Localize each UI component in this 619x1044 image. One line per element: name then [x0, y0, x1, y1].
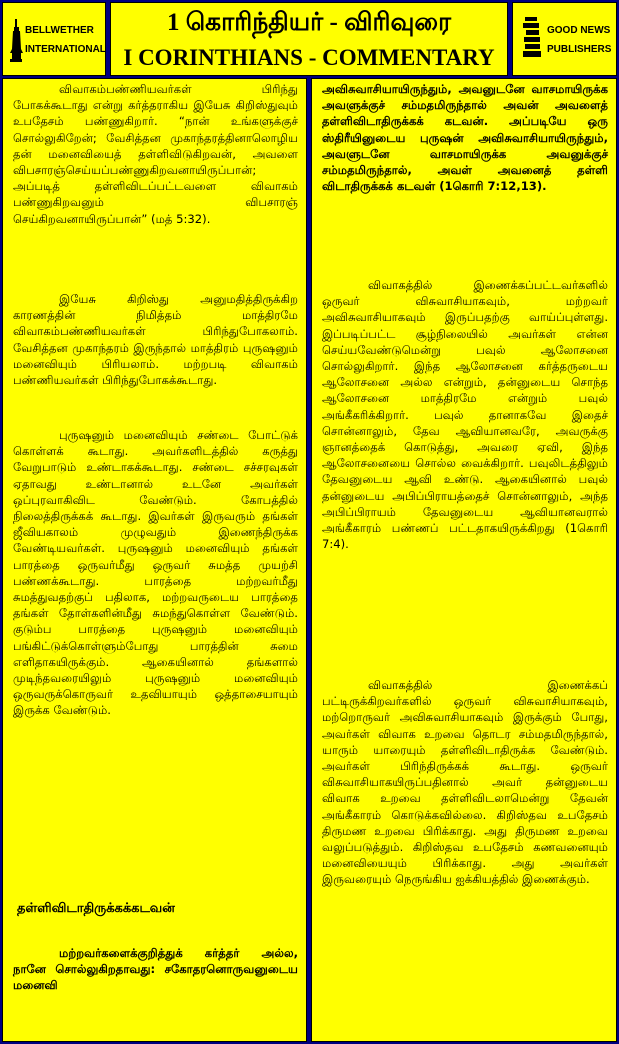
- section-heading: தள்ளிவிடாதிருக்கக்கடவன்: [17, 901, 175, 916]
- left-paragraph-2: இயேசு கிறிஸ்து அனுமதித்திருக்கிற காரணத்தின் நிமித்தம் மாத்திரமே விவாகம்பண்ணியவர்கள் பிரிந்துபோகலாம். வேசித்தன முகாந்தரம் இருந்தால் மாத்திரம் புருஷனும் மனைவியும் பிரியலாம். மற்றபடி விவாகம் பண்ணியவர்கள் பிரிந்துபோகக்கூடாது.: [13, 292, 298, 388]
- left-logo-line1: BELLWETHER: [25, 25, 94, 36]
- right-logo-line1: GOOD NEWS: [547, 25, 611, 36]
- bellwether-logo: [2, 2, 106, 76]
- left-paragraph-4: மற்றவர்களைக்குறித்துக் கர்த்தர் அல்ல, நானே சொல்லுகிறதாவது: சகோதரனொருவனுடைய மனைவி: [13, 946, 298, 993]
- title-tamil: 1 கொரிந்தியர் - விரிவுரை: [166, 9, 452, 36]
- left-logo-line2: INTERNATIONAL: [25, 44, 106, 55]
- left-paragraph-1: விவாகம்பண்ணியவர்கள் பிரிந்து போகக்கூடாது என்று கர்த்தராகிய இயேசு கிறிஸ்துவும் உபதேசம் பண்ணுகிறார். “நான் உங்களுக்குச் சொல்லுகிறேன்; வேசித்தன முகாந்தரத்தினாலொழிய தன் மனைவியைத் தள்ளிவிடுகிறவன், அவளை விபசாரஞ்செய்யப்பண்ணுகிறவனாயிருப்பான்; அப்படித் தள்ளிவிடப்பட்டவளை விவாகம் பண்ணுகிறவனும் விபசாரஞ் செய்கிறவனாயிருப்பான்” (மத் 5:32).: [13, 82, 298, 226]
- bellwether-logo-graphic: [9, 13, 101, 67]
- bell-icon: [10, 19, 23, 62]
- title-banner: [110, 2, 508, 76]
- right-logo-line2: PUBLISHERS: [547, 44, 612, 55]
- right-column: [311, 78, 617, 1042]
- title-english: I CORINTHIANS - COMMENTARY: [123, 45, 495, 70]
- book-stack-icon: [523, 17, 543, 61]
- left-paragraph-3: புருஷனும் மனைவியும் சண்டை போட்டுக் கொள்ளக் கூடாது. அவர்களிடத்தில் கருத்து வேறுபாடும் உண்டாகக்கூடாது. சண்டை சச்சரவுகள் ஏதாவது உண்டானால் உடனே அவர்கள் ஒப்புரவாகிவிட வேண்டும். கோபத்தில் நிலைத்திருக்கக் கூடாது. இவர்கள் இருவரும் தங்கள் ஜீவியகாலம் முழுவதும் இணைந்திருக்க வேண்டியவர்கள். புருஷனும் மனைவியும் தங்கள் பாரத்தை ஒருவர்மீது ஒருவர் சுமத்த முயற்சி பண்ணக்கூடாது. பாரத்தை மற்றவர்மீது சுமத்துவதற்குப் பதிலாக, மற்றவருடைய பாரத்தை தங்கள் தோள்களின்மீது சுமந்துகொள்ள வேண்டும். குடும்ப பாரத்தை புருஷனும் மனைவியும் பங்கிட்டுக்கொள்ளும்போது பாரத்தின் சுமை எளிதாகயிருக்கும். ஆகையினால் தங்களால் முடிந்தவரையிலும் புருஷனும் மனைவியும் ஒருவருக்கொருவர் உதவியாயும் ஒத்தாசையாயும் இருக்க வேண்டும்.: [13, 428, 298, 718]
- right-paragraph-1: அவிசுவாசியாயிருந்தும், அவனுடனே வாசமாயிருக்க அவளுக்குச் சம்மதமிருந்தால் அவன் அவளைத் தள்ளிவிடாதிருக்கக் கடவன். அப்படியே ஒரு ஸ்திரீயினுடைய புருஷன் அவிசுவாசியாயிருந்தும், அவளுடனே வாசமாயிருக்க அவனுக்குச் சம்மதமிருந்தால், அவள் அவனைத் தள்ளி விடாதிருக்கக் கடவள் (1கொரி 7:12,13).: [322, 82, 608, 194]
- good-news-logo: [512, 2, 617, 76]
- right-paragraph-3: விவாகத்தில் இணைக்கப் பட்டிருக்கிறவர்களில் ஒருவர் விசுவாசியாகவும், மற்றொருவர் அவிசுவாசியாகவும் இருக்கும் போது, அவர்கள் விவாக உறவை தொடர சம்மதமிருந்தால், யாரும் யாரையும் தள்ளிவிடாதிருக்க வேண்டும். அவர்கள் பிரிந்திருக்கக் கூடாது. ஒருவர் விசுவாசியாகயிருப்பதினால் அவர் தன்னுடைய விவாக உறவை தள்ளிவிடலாமென்று தேவன் அங்கீகாரம் கொடுக்கவில்லை. கிறிஸ்தவ உபதேசம் திருமண உறவை பிரிக்காது. அது திருமண உறவை வலுப்படுத்தும். கிறிஸ்தவ உபதேசம் கணவனையும் மனைவியையும் பிரிக்காது. அது அவர்கள் இருவரையும் நெருங்கிய ஐக்கியத்தில் இணைக்கும்.: [322, 678, 608, 887]
- right-paragraph-2: விவாகத்தில் இணைக்கப்பட்டவர்களில் ஒருவர் விசுவாசியாகவும், மற்றவர் அவிசுவாசியாகவும் இருப்பதற்கு வாய்ப்புள்ளது. இப்படிப்பட்ட சூழ்நிலையில் அவர்கள் என்ன செய்யவேண்டுமென்று பவுல் ஆலோசனை சொல்லுகிறார். இந்த ஆலோசனை கர்த்தருடைய ஆலோசனை அல்ல என்றும், தன்னுடைய சொந்த ஆலோசனை மாத்திரமே என்றும் பவுல் அங்கீகரிக்கிறார். பவுல் தானாகவே இதைச் சொன்னாலும், தேவ ஆவியானவரே, அவருக்கு ஞானத்தைக் கொடுத்து, அவரை ஏவி, இந்த ஆலோசனையை சொல்ல வைக்கிறார். பவுலிடத்திலும் தேவனுடைய ஆவி உண்டு. ஆகையினால் பவுல் தன்னுடைய அபிப்பிராயத்தைச் சொன்னாலும், அந்த அபிப்பிராயம் தேவனுடைய ஆவியானவரால் அங்கீகாரம் பண்ணப் பட்டதாகயிருக்கிறது (1கொரி 7:4).: [322, 278, 608, 552]
- left-column: [2, 78, 307, 1042]
